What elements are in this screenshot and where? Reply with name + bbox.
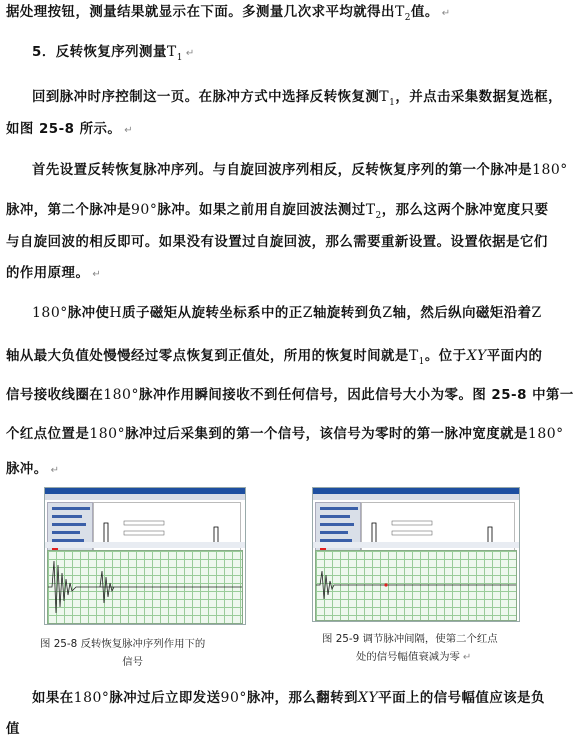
paragraph-line: 与自旋回波的相反即可。如果没有设置过自旋回波，那么需要重新设置。设置依据是它们 <box>6 235 548 250</box>
decay-signal <box>48 551 242 623</box>
signal-grid <box>315 550 517 621</box>
paragraph-line <box>6 2 575 28</box>
text-run: 值。 <box>411 5 439 20</box>
paragraph-line: 值 <box>6 722 20 737</box>
figure-25-8-caption: 图 25-8 反转恢复脉冲序列作用下的 信号 <box>40 638 206 668</box>
paragraph-line: 个红点位置是180°脉冲过后采集到的第一个信号，该信号为零时的第一脉冲宽度就是180° <box>6 426 564 442</box>
paragraph-mark-icon: ↵ <box>50 465 60 476</box>
app-menubar <box>313 494 519 500</box>
paragraph-line: 首先设置反转恢复脉冲序列。与自旋回波序列相反，反转恢复序列的第一个脉冲是180° <box>32 162 568 178</box>
math-T: $T_1$ <box>166 44 183 63</box>
paragraph-line: 如果在180°脉冲过后立即发送90°脉冲，那么翻转到XY平面上的信号幅值应该是负 <box>32 690 545 706</box>
paragraph-mark-icon: ↵ <box>185 48 195 59</box>
paragraph-line: 信号接收线圈在180°脉冲作用瞬间接收不到任何信号，因此信号大小为零。图 25-8 中第一 <box>6 387 574 403</box>
pulse-diagram <box>94 503 240 557</box>
heading-text: 5．反转恢复序列测量 <box>32 45 167 60</box>
paragraph-line: 轴从最大负值处慢慢经过零点恢复到正值处，所用的恢复时间就是$T_1$。位于XY平面内的 <box>6 348 543 367</box>
paragraph-line: 180°脉冲使H质子磁矩从旋转坐标系中的正Z轴旋转到负Z轴，然后纵向磁矩沿着Z <box>32 305 542 321</box>
paragraph-mark-icon: ↵ <box>124 125 134 136</box>
figure-25-9-caption: 图 25-9 调节脉冲间隔，使第二个红点 处的信号幅值衰减为零 ↵ <box>322 633 498 663</box>
section-heading <box>32 42 575 68</box>
paragraph-line: 回到脉冲时序控制这一页。在脉冲方式中选择反转恢复测$T_1$，并点击采集数据复选框， <box>32 89 563 108</box>
signal-grid <box>47 550 243 624</box>
paragraph-mark-icon: ↵ <box>92 269 102 280</box>
paragraph-line: 脉冲，第二个脉冲是90°脉冲。如果之前用自旋回波法测过$T_2$，那么这两个脉冲宽度只要 <box>6 202 549 221</box>
math-T: $T_2$ <box>394 4 412 23</box>
app-menubar <box>45 494 245 500</box>
text-run: 据处理按钮，测量结果就显示在下面。多测量几次求平均就得出 <box>6 5 395 20</box>
pulse-diagram <box>362 503 514 557</box>
paragraph-line: 如图 25-8 所示。 ↵ <box>6 122 134 137</box>
status-bar <box>313 542 519 548</box>
paragraph-mark-icon: ↵ <box>462 652 472 663</box>
paragraph-line: 脉冲。 ↵ <box>6 462 60 477</box>
signal-trace <box>316 551 516 620</box>
figure-25-9-screenshot <box>312 487 520 622</box>
paragraph-mark-icon: ↵ <box>441 8 451 19</box>
figure-25-8-screenshot <box>44 487 246 625</box>
status-bar <box>45 542 245 548</box>
paragraph-line: 的作用原理。 ↵ <box>6 266 102 281</box>
